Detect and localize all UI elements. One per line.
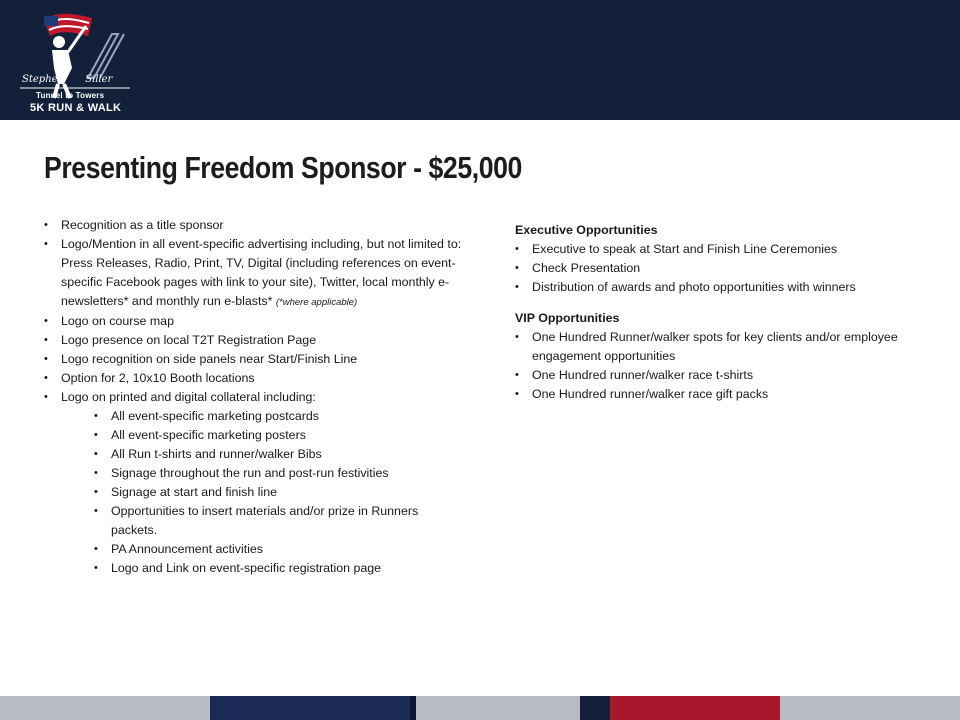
logo-last-name: Siller (85, 74, 113, 85)
vip-list (515, 328, 915, 404)
logo-event-name: 5K RUN & WALK (30, 102, 122, 114)
list-item (44, 235, 462, 312)
vip-heading: VIP Opportunities (515, 311, 620, 325)
footer-navy-segment (210, 696, 410, 720)
list-item: • Check Presentation (515, 259, 915, 278)
sub-list-item: • Signage at start and finish line (94, 483, 462, 502)
list-item: • Logo recognition on side panels near Start/Finish Line (44, 350, 462, 369)
list-item: • Logo on printed and digital collateral including: (44, 388, 462, 407)
page-title: Presenting Freedom Sponsor - $25,000 (44, 150, 522, 185)
logo-tagline: Tunnel to Towers (36, 91, 105, 100)
tunnel-to-towers-logo (14, 6, 134, 116)
list-item-text: Logo/Mention in all event-specific advertising including, but not limited to: Press Releases, Radio, Print, TV, Digital (including references on event-specific Facebook pages with link to your site), Twitter, local monthly e-newsletters* and monthly run e-blasts* (61, 237, 462, 308)
list-item: • One Hundred runner/walker race gift packs (515, 385, 915, 404)
sub-list-item: • All event-specific marketing postcards (94, 407, 462, 426)
sub-list-item: • Opportunities to insert materials and/or prize in Runners packets. (94, 502, 462, 540)
list-item: • Recognition as a title sponsor (44, 216, 462, 235)
executive-list (515, 240, 915, 297)
footer-dark-segment (580, 696, 610, 720)
list-item: • One Hundred runner/walker race t-shirts (515, 366, 915, 385)
sub-list-item: • Logo and Link on event-specific registration page (94, 559, 462, 578)
logo-first-name: Stephen (22, 74, 64, 85)
footer-gray-segment (780, 696, 960, 720)
list-item: • Executive to speak at Start and Finish Line Ceremonies (515, 240, 915, 259)
footnote: (*where applicable) (275, 297, 358, 308)
benefit-list (44, 216, 462, 407)
sub-list-item: • All event-specific marketing posters (94, 426, 462, 445)
sub-list-item: • All Run t-shirts and runner/walker Bibs (94, 445, 462, 464)
collateral-sub-list (94, 407, 462, 578)
sub-list-item: • PA Announcement activities (94, 540, 462, 559)
list-item: • Logo presence on local T2T Registration Page (44, 331, 462, 350)
list-item: • Option for 2, 10x10 Booth locations (44, 369, 462, 388)
section-spacer (515, 297, 915, 309)
header-banner (0, 0, 960, 120)
footer-gray-segment (416, 696, 580, 720)
list-item: • Logo on course map (44, 312, 462, 331)
footer-color-bar (0, 696, 960, 720)
logo-name (22, 74, 142, 85)
footer-gray-segment (0, 696, 210, 720)
list-item: • One Hundred Runner/walker spots for key clients and/or employee engagement opportunities (515, 328, 915, 366)
executive-heading: Executive Opportunities (515, 223, 658, 237)
sub-list-item: • Signage throughout the run and post-run festivities (94, 464, 462, 483)
footer-red-segment (610, 696, 780, 720)
opportunities-column (515, 221, 915, 404)
benefits-column (44, 216, 462, 578)
list-item: • Distribution of awards and photo opportunities with winners (515, 278, 915, 297)
